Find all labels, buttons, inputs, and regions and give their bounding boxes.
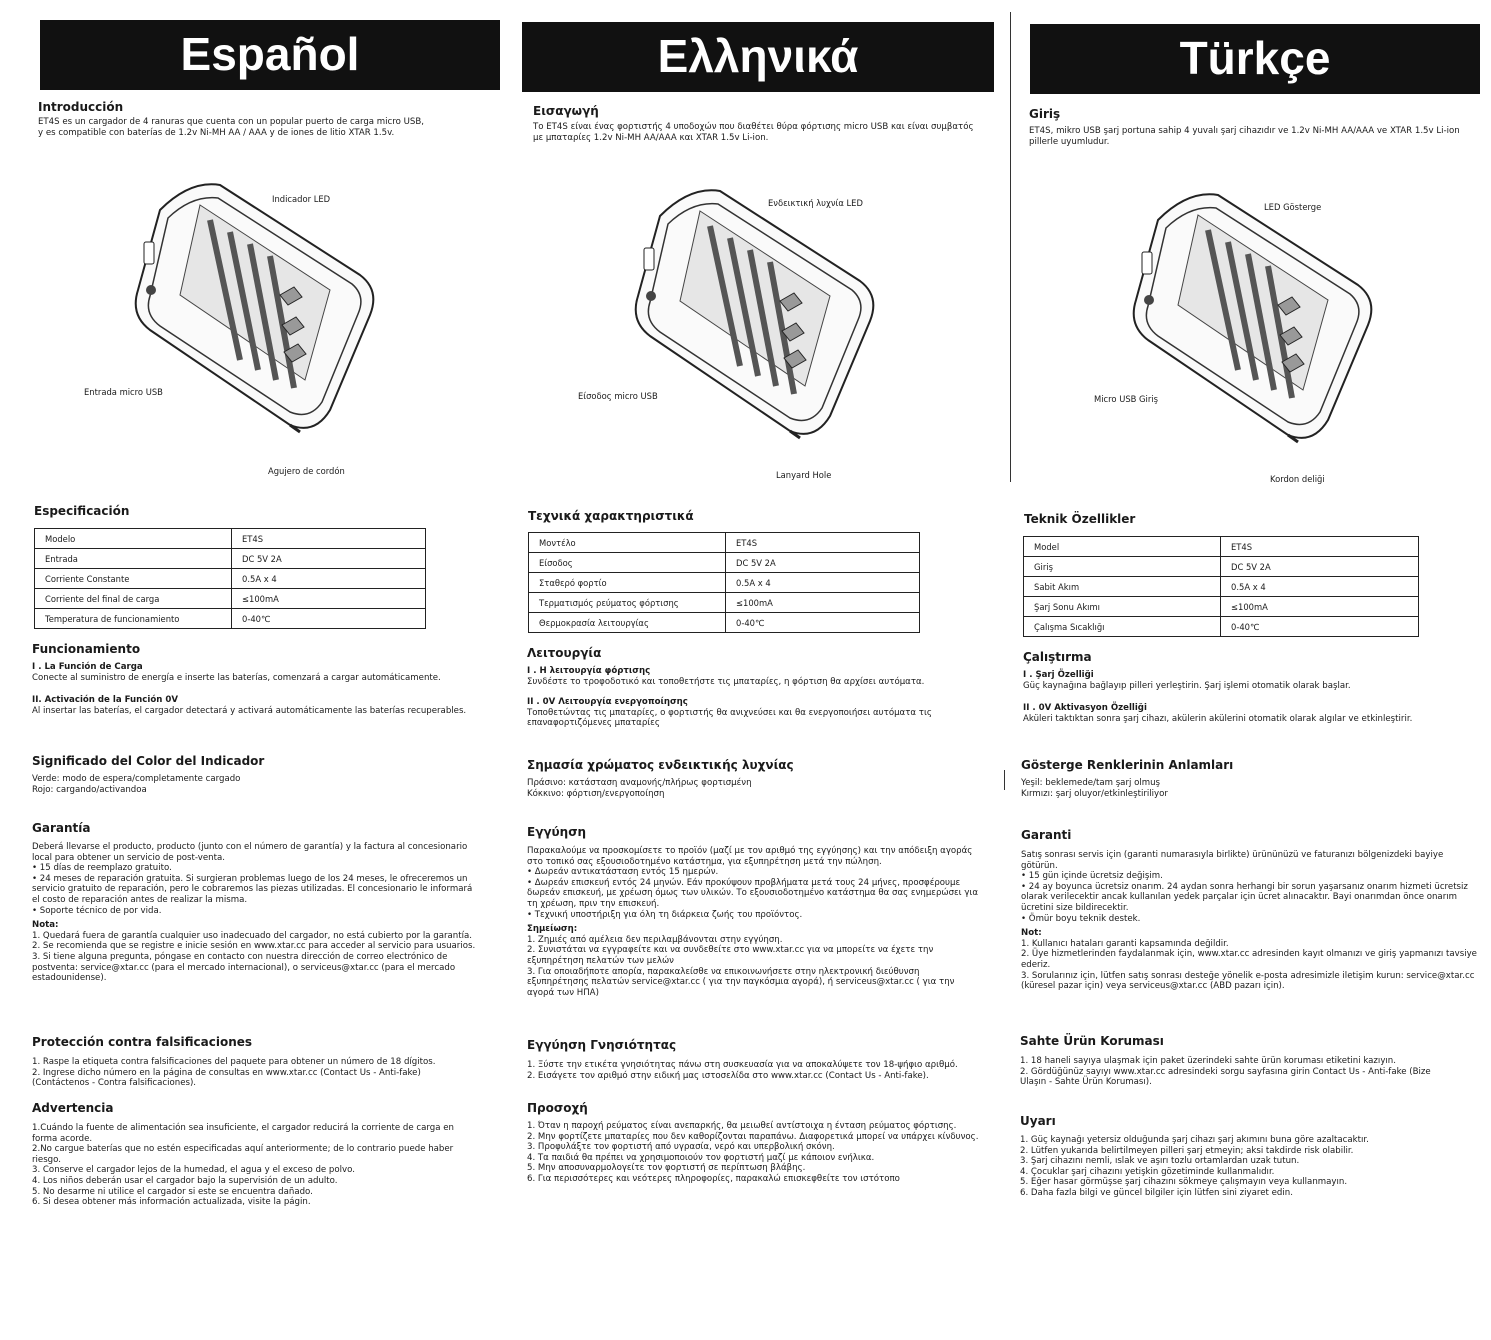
warn-title-tr: Uyarı — [1020, 1114, 1056, 1128]
label-led-tr: LED Gösterge — [1264, 202, 1322, 212]
func-text-tr: I . Şarj Özelliği Güç kaynağına bağlayıp pilleri yerleştirin. Şarj işlemi otomatik olarak başlar. II . 0V Aktivasyon Özelliği Aküleri taktıktan sonra şarj cihazı, akülerin akülerini otomatik olarak algılar ve etkinleştirir. — [1023, 670, 1413, 724]
warn-title-es: Advertencia — [32, 1101, 114, 1115]
func-text-el: I . Η λειτουργία φόρτισης Συνδέστε το τροφοδοτικό και τοποθετήστε τις μπαταρίες, η φόρτιση θα αρχίσει αυτόματα. II . 0V Λειτουργία ενεργοποίησης Τοποθετώντας τις μπαταρίες, ο φορτιστής θα ανιχνεύσει και θα ενεργοποιήσει αυτόματα τις επαναφορτιζόμενες μπαταρίες — [527, 666, 932, 729]
column-divider — [1010, 12, 1011, 482]
charger-illustration-tr — [1128, 190, 1388, 450]
language-banner-spanish: Español — [40, 20, 500, 90]
charger-illustration-es — [130, 180, 390, 440]
fake-text-el: 1. Ξύστε την ετικέτα γνησιότητας πάνω στη συσκευασία για να αποκαλύψετε τον 18-ψήφιο αριθμό. 2. Εισάγετε τον αριθμό στην ειδική μας ιστοσελίδα στο www.xtar.cc (Contact Us - Anti-fake). — [527, 1060, 958, 1081]
func-title-tr: Çalıştırma — [1023, 650, 1092, 664]
color-title-tr: Gösterge Renklerinin Anlamları — [1021, 758, 1234, 772]
label-lanyard-tr: Kordon deliği — [1270, 474, 1325, 484]
fake-title-tr: Sahte Ürün Koruması — [1020, 1034, 1164, 1048]
color-text-es: Verde: modo de espera/completamente cargado Rojo: cargando/activandoa — [32, 774, 241, 795]
func-title-es: Funcionamiento — [32, 642, 141, 656]
spec-title-es: Especificación — [34, 504, 130, 518]
func-text-es: I . La Función de Carga Conecte al suministro de energía e inserte las baterías, comenzará a cargar automáticamente. II. Activación de la Función 0V Al insertar las baterías, el cargador detectará y activará automáticamente las baterías recuperables. — [32, 662, 467, 716]
fake-title-el: Εγγύηση Γνησιότητας — [527, 1038, 677, 1052]
fake-title-es: Protección contra falsificaciones — [32, 1035, 253, 1049]
spec-table-tr: Model ET4S Giriş DC 5V 2A Sabit Akım 0.5A x 4 Şarj Sonu Akımı ≤100mA Çalışma Sıcaklığı 0-40℃ — [1023, 536, 1419, 637]
warranty-title-el: Εγγύηση — [527, 825, 587, 839]
label-lanyard-es: Agujero de cordón — [268, 466, 345, 476]
warranty-text-es: Deberá llevarse el producto, producto (junto con el número de garantía) y la factura al concesionario local para obtener un servicio de post-venta. • 15 días de reemplazo gratuito. • 24 meses de reparación gratuita. Si surgieran problemas luego de los 24 meses, le ofreceremos un servicio gratuito de reparación, pero le cobraremos las piezas utilizadas. El concesionario le informará el costo de reparación antes de realizar la misma. • Soporte técnico de por vida. Nota: 1. Quedará fuera de garantía cualquier uso inadecuado del cargador, no está cubierto por la garantía. 2. Se recomienda que se registre e inicie sesión en www.xtar.cc para acceder al servicio para usuarios. 3. Si tiene alguna pregunta, póngase en contacto con nuestra dirección de correo electrónico de postventa: service@xtar.cc (para el mercado internacional), o serviceus@xtar.cc (para el mercado estadounidense). — [32, 842, 476, 984]
language-banner-turkish: Türkçe — [1030, 24, 1480, 94]
fake-text-es: 1. Raspe la etiqueta contra falsificaciones del paquete para obtener un número de 18 dígitos. 2. Ingrese dicho número en la página de consultas en www.xtar.cc (Contact Us - Anti-fake) (Contáctenos - Contra falsificaciones). — [32, 1057, 436, 1089]
intro-title-es: Introducción — [38, 100, 124, 114]
label-led-es: Indicador LED — [272, 194, 331, 204]
intro-title-tr: Giriş — [1029, 107, 1061, 121]
spec-table-es: Modelo ET4S Entrada DC 5V 2A Corriente Constante 0.5A x 4 Corriente del final de carga ≤100mA Temperatura de funcionamiento 0-40℃ — [34, 528, 426, 629]
label-lanyard-el: Lanyard Hole — [776, 470, 832, 480]
column-divider-lower — [1004, 770, 1005, 790]
spec-table-el: Μοντέλο ET4S Είσοδος DC 5V 2A Σταθερό φορτίο 0.5A x 4 Τερματισμός ρεύματος φόρτισης ≤100mA Θερμοκρασία λειτουργίας 0-40℃ — [528, 532, 920, 633]
color-text-el: Πράσινο: κατάσταση αναμονής/πλήρως φορτισμένη Κόκκινο: φόρτιση/ενεργοποίηση — [527, 778, 752, 799]
intro-title-el: Εισαγωγή — [533, 104, 599, 118]
label-usb-es: Entrada micro USB — [84, 387, 163, 397]
color-title-es: Significado del Color del Indicador — [32, 754, 265, 768]
intro-text-es: ET4S es un cargador de 4 ranuras que cuenta con un popular puerto de carga micro USB, y es compatible con baterías de 1.2v Ni-MH AA / AAA y de iones de litio XTAR 1.5v. — [38, 117, 424, 138]
color-title-el: Σημασία χρώματος ενδεικτικής λυχνίας — [527, 758, 794, 772]
intro-text-tr: ET4S, mikro USB şarj portuna sahip 4 yuvalı şarj cihazıdır ve 1.2v Ni-MH AA/AAA ve XTAR 1.5v Li-ion pillerle uyumludur. — [1029, 126, 1460, 147]
warn-text-es: 1.Cuándo la fuente de alimentación sea insuficiente, el cargador reducirá la corriente de carga en forma acorde. 2.No cargue baterías que no estén especificadas aquí anteriormente; de lo contrario puede haber riesgo. 3. Conserve el cargador lejos de la humedad, el agua y el exceso de polvo. 4. Los niños deberán usar el cargador bajo la supervisión de un adulto. 5. No desarme ni utilice el cargador si este se encuentra dañado. 6. Si desea obtener más información actualizada, visite la págin. — [32, 1123, 454, 1208]
charger-illustration-el — [630, 186, 890, 446]
warn-text-el: 1. Όταν η παροχή ρεύματος είναι ανεπαρκής, θα μειωθεί αντίστοιχα η ένταση ρεύματος φόρτισης. 2. Μην φορτίζετε μπαταρίες που δεν καθορίζονται παραπάνω. Διαφορετικά μπορεί να υπάρχει κίνδυνος. 3. Προφυλάξτε τον φορτιστή από υγρασία, νερό και υπερβολική σκόνη. 4. Τα παιδιά θα πρέπει να χρησιμοποιούν τον φορτιστή μαζί με κάποιον ενήλικα. 5. Μην αποσυναρμολογείτε τον φορτιστή σε περίπτωση βλάβης. 6. Για περισσότερες και νεότερες πληροφορίες, παρακαλώ επισκεφθείτε τον ιστότοπο — [527, 1121, 979, 1184]
label-led-el: Ενδεικτική λυχνία LED — [768, 198, 863, 208]
func-title-el: Λειτουργία — [527, 646, 602, 660]
label-usb-tr: Micro USB Giriş — [1094, 394, 1159, 404]
fake-text-tr: 1. 18 haneli sayıya ulaşmak için paket üzerindeki sahte ürün koruması etiketini kazıyın. 2. Gördüğünüz sayıyı www.xtar.cc adresindeki sorgu sayfasına girin Contact Us - Anti-fake (Bize Ulaşın - Sahte Ürün Koruması). — [1020, 1056, 1431, 1088]
warranty-text-tr: Satış sonrası servis için (garanti numarasıyla birlikte) ürününüzü ve faturanızı bölgenizdeki bayiye götürün. • 15 gün içinde ücretsiz değişim. • 24 ay boyunca ücretsiz onarım. 24 aydan sonra herhangi bir sorun yaşarsanız onarım hizmeti ücretsiz olarak verilecektir ancak kullanılan yedek parçalar için ücret alınacaktır. Bayi onarımdan önce onarım ücretini size bildirecektir. • Ömür boyu teknik destek. Not: 1. Kullanıcı hataları garanti kapsamında değildir. 2. Üye hizmetlerinden faydalanmak için, www.xtar.cc adresinden kayıt olmanızı ve giriş yapmanızı tavsiye ederiz. 3. Sorularınız için, lütfen satış sonrası desteğe yönelik e-posta adresimizle iletişim kurun: service@xtar.cc (küresel pazar için) veya serviceus@xtar.cc (ABD pazarı için). — [1021, 850, 1477, 992]
warranty-text-el: Παρακαλούμε να προσκομίσετε το προϊόν (μαζί με τον αριθμό της εγγύησης) και την απόδειξη αγοράς στο τοπικό σας εξουσιοδοτημένο κατάστημα, για εξυπηρέτηση μετά την πώληση. • Δωρεάν αντικατάσταση εντός 15 ημερών. • Δωρεάν επισκευή εντός 24 μηνών. Εάν προκύψουν προβλήματα μετά τους 24 μήνες, προσφέρουμε δωρεάν επισκευή, με χρέωση όμως των υλικών. Το εξουσιοδοτημένο κατάστημα θα σας ενημερώσει για τη χρέωση, πριν την επισκευή. • Τεχνική υποστήριξη για όλη τη διάρκεια ζωής του προϊόντος. Σημείωση: 1. Ζημιές από αμέλεια δεν περιλαμβάνονται στην εγγύηση. 2. Συνιστάται να εγγραφείτε και να συνδεθείτε στο www.xtar.cc για να μπορείτε να έχετε την εξυπηρέτηση πελατών των μελών 3. Για οποιαδήποτε απορία, παρακαλείσθε να επικοινωνήσετε στην ηλεκτρονική διεύθυνση εξυπηρέτησης πελατών service@xtar.cc ( για την παγκόσμια αγορά), ή serviceus@xtar.cc ( για την αγορά των ΗΠΑ) — [527, 846, 978, 998]
language-banner-greek: Ελληνικά — [522, 22, 994, 92]
intro-text-el: Το ET4S είναι ένας φορτιστής 4 υποδοχών που διαθέτει θύρα φόρτισης micro USB και είναι συμβατός με μπαταρίες 1.2v Ni-MH AA/AAA και XTAR 1.5v Li-ion. — [533, 122, 974, 143]
warranty-title-es: Garantía — [32, 821, 91, 835]
color-text-tr: Yeşil: beklemede/tam şarj olmuş Kırmızı: şarj oluyor/etkinleştiriliyor — [1021, 778, 1168, 799]
spec-title-tr: Teknik Özellikler — [1024, 512, 1136, 526]
warranty-title-tr: Garanti — [1021, 828, 1072, 842]
warn-title-el: Προσοχή — [527, 1101, 588, 1115]
spec-title-el: Τεχνικά χαρακτηριστικά — [528, 509, 694, 523]
label-usb-el: Είσοδος micro USB — [578, 391, 658, 401]
warn-text-tr: 1. Güç kaynağı yetersiz olduğunda şarj cihazı şarj akımını buna göre azaltacaktır. 2. Lütfen yukarıda belirtilmeyen pilleri şarj etmeyin; aksi takdirde risk olabilir. 3. Şarj cihazını nemli, ıslak ve aşırı tozlu ortamlardan uzak tutun. 4. Çocuklar şarj cihazını yetişkin gözetiminde kullanmalıdır. 5. Eğer hasar görmüşse şarj cihazını sökmeye çalışmayın veya kullanmayın. 6. Daha fazla bilgi ve güncel bilgiler için lütfen sini ziyaret edin. — [1020, 1135, 1369, 1198]
